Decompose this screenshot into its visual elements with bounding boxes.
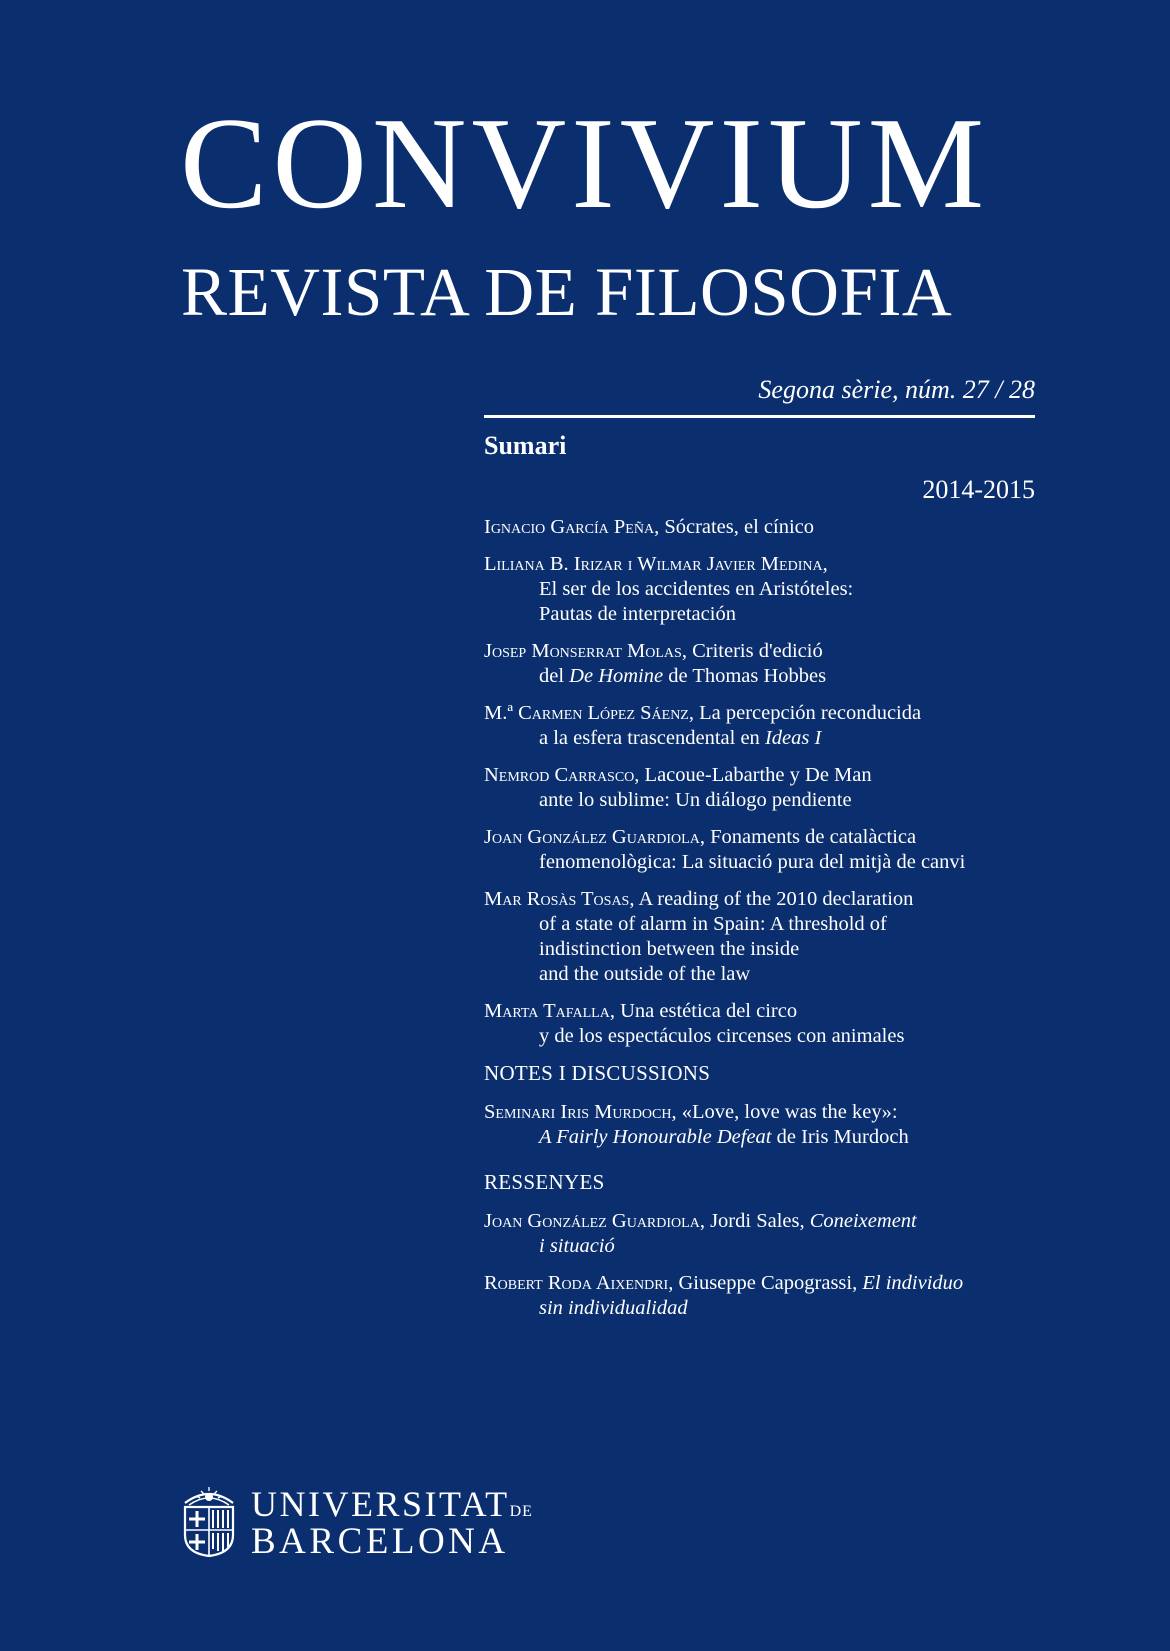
entry-title: , A reading of the 2010 declaration <box>629 888 914 910</box>
toc-entry <box>484 1209 1044 1259</box>
entry-title: , Fonaments de catalàctica <box>699 826 917 848</box>
toc-entry <box>484 887 1044 987</box>
entry-author: Mar Rosàs Tosas <box>484 888 630 910</box>
toc-entry <box>484 1271 1044 1321</box>
summary-heading: Sumari <box>484 431 567 460</box>
toc-entry <box>484 825 1044 875</box>
toc-entry <box>484 552 1044 627</box>
entry-author: Liliana B. Irizar i Wilmar Javier Medina <box>484 553 823 575</box>
entry-title-italic: A Fairly Honourable Defeat <box>539 1126 772 1148</box>
entry-title: a la esfera trascendental en <box>539 727 765 749</box>
reviews-heading: RESSENYES <box>484 1170 605 1194</box>
entry-title-italic: Coneixement <box>809 1210 917 1232</box>
toc-entry <box>484 1100 1044 1150</box>
entry-title: , La percepción reconducida <box>688 702 922 724</box>
issue-years: 2014-2015 <box>922 475 1035 504</box>
entry-author: Nemrod Carrasco <box>484 764 635 786</box>
entry-author: Marta Tafalla <box>484 1000 610 1022</box>
toc-entry <box>484 701 1044 751</box>
entry-title: , Criteris d'edició <box>681 640 823 662</box>
entry-author: Joan González Guardiola <box>484 1210 700 1232</box>
entry-title: fenomenològica: La situació pura del mitjà de canvi <box>539 851 966 873</box>
entry-title: , Giuseppe Capograssi, <box>668 1272 863 1294</box>
entry-title: of a state of alarm in Spain: A threshold of <box>539 913 887 935</box>
entry-title-italic: De Homine <box>569 665 664 687</box>
entry-title: , Una estética del circo <box>609 1000 798 1022</box>
university-name: UNIVERSITATDE <box>251 1484 533 1524</box>
entry-title: de Iris Murdoch <box>771 1126 909 1148</box>
entry-title: El ser de los accidentes en Aristóteles: <box>539 578 854 600</box>
entry-title: and the outside of the law <box>539 963 751 985</box>
entry-title: de Thomas Hobbes <box>663 665 827 687</box>
journal-title: CONVIVIUM <box>180 91 990 236</box>
university-name-de: DE <box>509 1503 533 1520</box>
entry-author: M.ª Carmen López Sáenz <box>484 702 689 724</box>
entry-author: Josep Monserrat Molas <box>484 640 682 662</box>
university-logo <box>183 1483 533 1562</box>
entry-title: , «Love, love was the key»: <box>671 1101 898 1123</box>
toc-entry <box>484 999 1044 1049</box>
entry-author: Seminari Iris Murdoch <box>484 1101 672 1123</box>
university-city: BARCELONA <box>251 1521 509 1562</box>
entry-title-italic: Ideas I <box>764 727 822 749</box>
toc-entry <box>484 639 1044 689</box>
entry-title-italic: El individuo <box>862 1272 964 1294</box>
entry-title: , Jordi Sales, <box>699 1210 810 1232</box>
entry-author: Ignacio García Peña <box>484 516 655 538</box>
entry-title: , Lacoue-Labarthe y De Man <box>634 764 872 786</box>
university-crest-icon <box>183 1483 235 1557</box>
entry-author: Robert Roda Aixendri <box>484 1272 669 1294</box>
entry-title: , Sócrates, el cínico <box>654 516 815 538</box>
toc-entry <box>484 515 1044 540</box>
table-of-contents <box>484 515 1044 1333</box>
entry-author: Joan González Guardiola <box>484 826 700 848</box>
divider-rule <box>484 415 1035 418</box>
toc-entry <box>484 763 1044 813</box>
journal-subtitle: REVISTA DE FILOSOFIA <box>181 254 953 330</box>
entry-title: Pautas de interpretación <box>539 603 736 625</box>
entry-title: y de los espectáculos circenses con animales <box>539 1025 905 1047</box>
entry-title-italic: sin individualidad <box>539 1297 688 1319</box>
entry-title: del <box>539 665 570 687</box>
notes-heading: NOTES I DISCUSSIONS <box>484 1061 711 1085</box>
entry-title: , <box>822 553 828 575</box>
series-number: Segona sèrie, núm. 27 / 28 <box>758 375 1035 404</box>
entry-title: indistinction between the inside <box>539 938 800 960</box>
entry-title: ante lo sublime: Un diálogo pendiente <box>539 789 852 811</box>
entry-title-italic: i situació <box>539 1235 615 1257</box>
